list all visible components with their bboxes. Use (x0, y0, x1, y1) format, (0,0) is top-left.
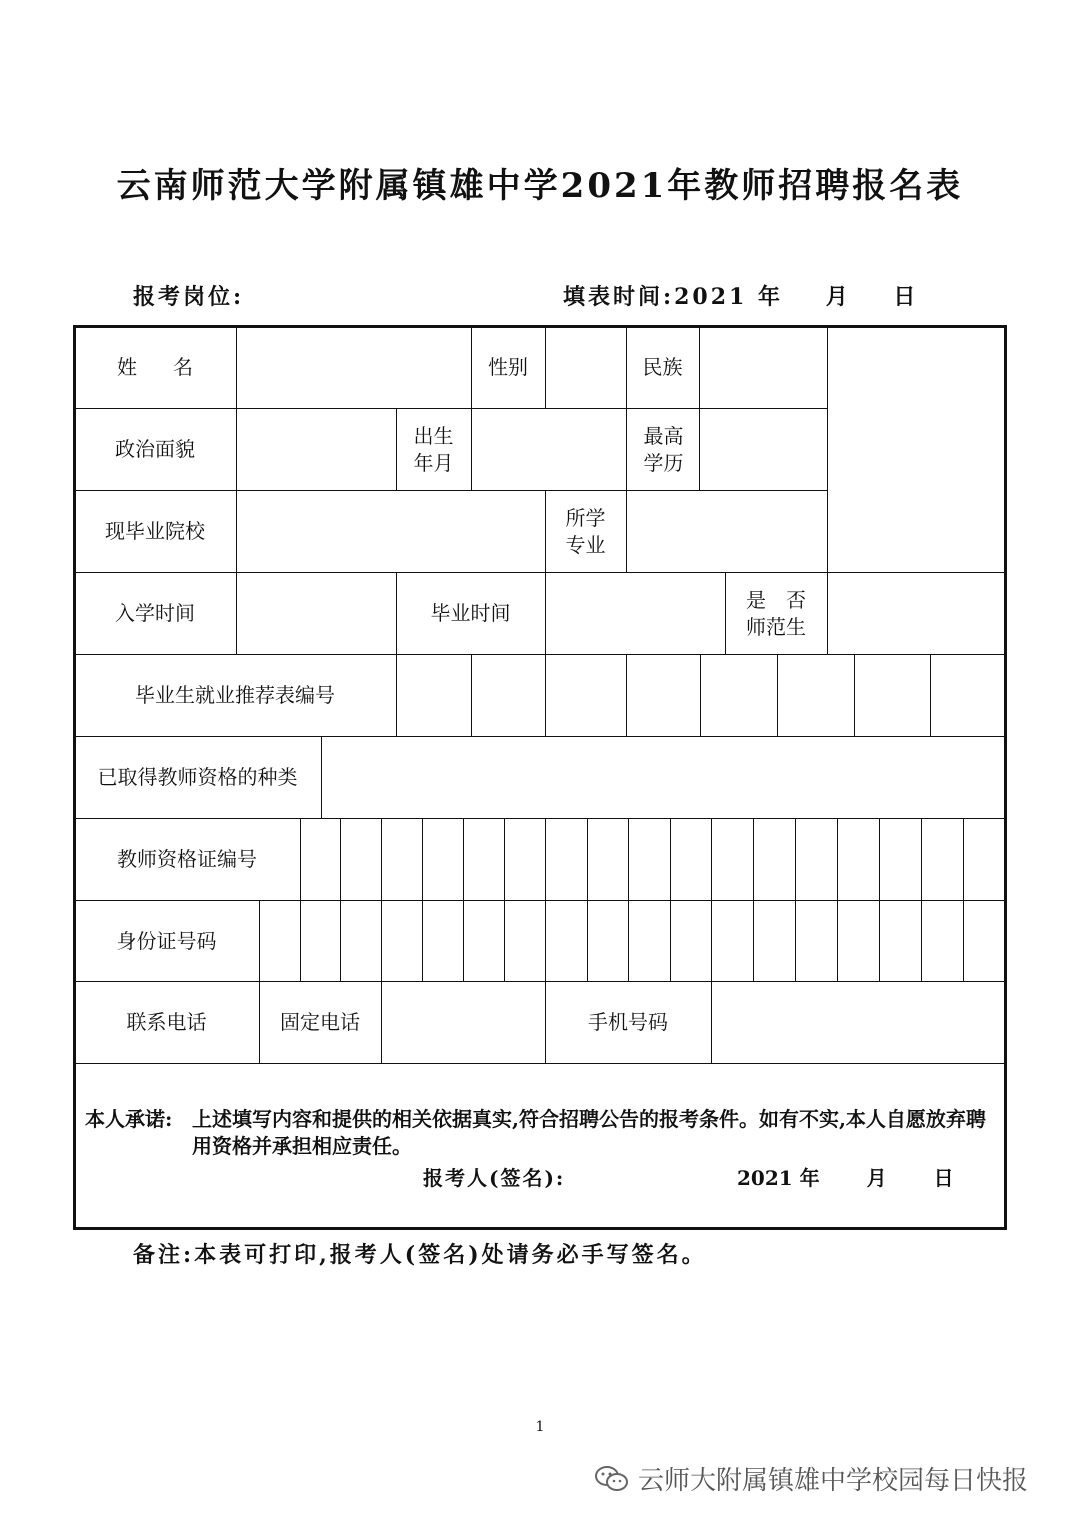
major-label: 所学 专业 (565, 505, 606, 557)
cell-line (381, 818, 382, 900)
cell-line (699, 326, 700, 408)
enroll-time-label: 入学时间 (115, 601, 195, 625)
cell-line (963, 818, 964, 900)
sign-month-unit: 月 (866, 1166, 887, 1190)
day-unit: 日 (893, 284, 919, 310)
rec-number-label: 毕业生就业推荐表编号 (135, 683, 335, 707)
cell-line (463, 818, 464, 900)
cell-line (340, 818, 341, 900)
fill-time-label: 填表时间: (563, 284, 675, 310)
cell-line (545, 490, 546, 572)
sign-day-unit: 日 (933, 1166, 954, 1190)
cell-line (471, 654, 472, 736)
school-label: 现毕业院校 (105, 519, 205, 543)
cell-line (236, 408, 237, 490)
cell-line (259, 900, 260, 981)
cell-line (795, 900, 796, 981)
cell-line (753, 818, 754, 900)
form-title: 云南师范大学附属镇雄中学2021年教师招聘报名表 (116, 166, 964, 206)
page-number: 1 (535, 1419, 545, 1435)
education-label: 最高 学历 (643, 423, 684, 475)
cell-line (628, 900, 629, 981)
wechat-icon (594, 1464, 630, 1494)
cell-line (321, 736, 322, 818)
form-note: 备注:本表可打印,报考人(签名)处请务必手写签名。 (133, 1242, 707, 1268)
cell-line (545, 654, 546, 736)
contact-label: 联系电话 (126, 1010, 207, 1034)
cell-line (340, 900, 341, 981)
cell-line (300, 900, 301, 981)
grad-time-label: 毕业时间 (430, 601, 511, 625)
cell-line (700, 654, 701, 736)
sign-date (737, 1162, 954, 1191)
watermark-text: 云师大附属镇雄中学校园每日快报 (638, 1466, 1029, 1496)
cell-line (545, 326, 546, 408)
cell-line (422, 900, 423, 981)
cell-line (463, 900, 464, 981)
cell-line (670, 818, 671, 900)
ethnicity-label: 民族 (642, 355, 683, 379)
sign-year: 2021 (737, 1166, 793, 1190)
cell-line (587, 818, 588, 900)
cell-line (837, 900, 838, 981)
cell-line (777, 654, 778, 736)
cell-line (879, 900, 880, 981)
political-label: 政治面貌 (115, 437, 195, 461)
photo-area-border (827, 326, 828, 572)
signer-label: 报考人(签名): (423, 1166, 566, 1190)
id-number-label: 身份证号码 (116, 928, 217, 953)
cell-line (545, 818, 546, 900)
cell-line (626, 408, 627, 490)
cell-line (545, 572, 546, 654)
cert-number-label: 教师资格证编号 (117, 847, 257, 871)
position-field (133, 280, 244, 311)
position-label: 报考岗位: (133, 284, 245, 310)
cell-line (381, 981, 382, 1063)
fill-time-field (563, 280, 918, 311)
cell-line (422, 818, 423, 900)
promise-head: 本人承诺: (85, 1107, 173, 1131)
cell-line (504, 818, 505, 900)
cert-type-label: 已取得教师资格的种类 (97, 765, 298, 789)
cell-line (930, 654, 931, 736)
name-label: 姓名 (117, 355, 229, 379)
cell-line (300, 818, 301, 900)
cell-line (837, 818, 838, 900)
cell-line (711, 981, 712, 1063)
cell-line (626, 490, 627, 572)
cell-line (753, 900, 754, 981)
sign-year-unit: 年 (799, 1166, 820, 1190)
cell-line (921, 900, 922, 981)
cell-line (236, 572, 237, 654)
cell-line (725, 572, 726, 654)
cell-line (963, 900, 964, 981)
cell-line (587, 900, 588, 981)
month-unit: 月 (825, 284, 851, 310)
cell-line (879, 818, 880, 900)
cell-line (396, 654, 397, 736)
cell-line (381, 900, 382, 981)
cell-line (795, 818, 796, 900)
year-unit: 年 (758, 284, 784, 310)
row-line (73, 1063, 1007, 1064)
cell-line (504, 900, 505, 981)
watermark (594, 1460, 1028, 1497)
gender-label: 性别 (488, 355, 528, 379)
cell-line (699, 408, 700, 490)
cell-line (827, 572, 828, 654)
birth-label: 出生 年月 (413, 423, 454, 475)
cell-line (236, 490, 237, 572)
cell-line (854, 654, 855, 736)
cell-line (626, 654, 627, 736)
fill-year: 2021 (674, 284, 748, 310)
is-normal-label: 是 否 师范生 (746, 587, 806, 639)
cell-line (711, 900, 712, 981)
cell-line (670, 900, 671, 981)
cell-line (545, 900, 546, 981)
mobile-label: 手机号码 (588, 1010, 668, 1034)
cell-line (921, 818, 922, 900)
cell-line (471, 408, 472, 490)
promise-body: 上述填写内容和提供的相关依据真实,符合招聘公告的报考条件。如有不实,本人自愿放弃聘用资格并承担相应责任。 (192, 1107, 986, 1158)
cell-line (236, 326, 237, 408)
cell-line (711, 818, 712, 900)
cell-line (628, 818, 629, 900)
landline-label: 固定电话 (280, 1010, 360, 1034)
cell-line (396, 408, 397, 490)
